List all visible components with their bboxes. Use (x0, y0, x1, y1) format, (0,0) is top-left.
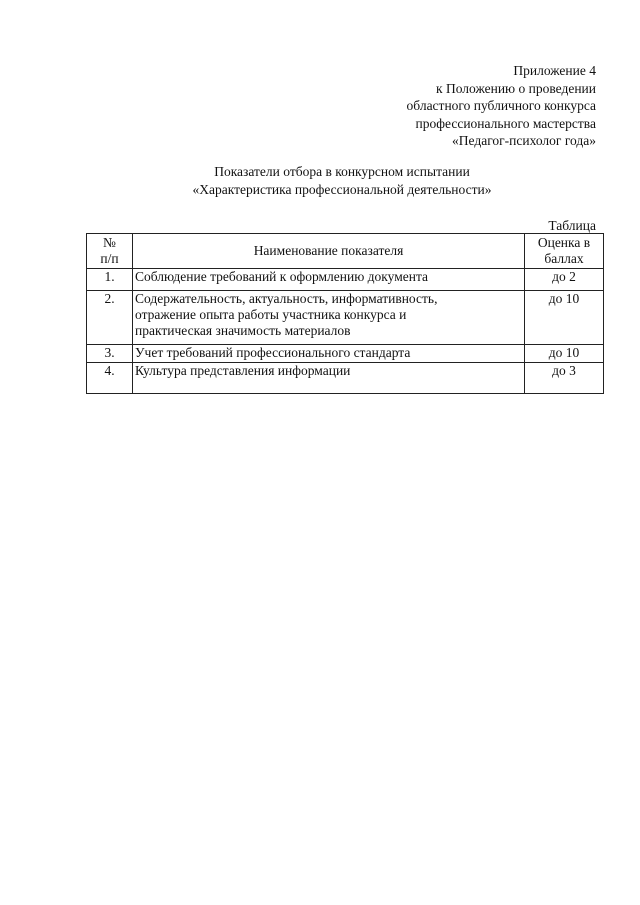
row-name (133, 345, 525, 363)
appendix-header (407, 62, 596, 150)
title-line-2: «Характеристика профессиональной деятельности» (192, 182, 492, 197)
table-header-row (87, 234, 604, 269)
row-name-line: Культура представления информации (135, 363, 351, 378)
header-number-line-2: п/п (100, 251, 119, 266)
row-name-line: Содержательность, актуальность, информативность, (135, 291, 438, 306)
row-name-line: отражение опыта работы участника конкурса и (135, 307, 407, 322)
document-title (0, 163, 640, 199)
appendix-line: профессионального мастерства (415, 115, 596, 131)
row-name-line: Учет требований профессионального стандарта (135, 345, 411, 360)
header-score (525, 234, 604, 269)
header-name: Наименование показателя (133, 234, 525, 269)
row-number: 4. (87, 363, 133, 394)
criteria-table (86, 233, 604, 394)
row-name (133, 291, 525, 345)
table-row (87, 291, 604, 345)
table-row (87, 345, 604, 363)
row-name (133, 363, 525, 394)
row-name-line: практическая значимость материалов (135, 323, 351, 338)
table-row (87, 269, 604, 291)
row-name-line: Соблюдение требований к оформлению документа (135, 269, 429, 284)
header-score-line-2: баллах (544, 251, 584, 266)
header-score-line-1: Оценка в (537, 235, 591, 250)
row-score: до 10 (525, 291, 604, 345)
row-score: до 3 (525, 363, 604, 394)
row-number: 1. (87, 269, 133, 291)
title-line-1: Показатели отбора в конкурсном испытании (214, 164, 470, 179)
appendix-line: к Положению о проведении (436, 80, 596, 96)
table-caption: Таблица (548, 218, 596, 233)
header-number (87, 234, 133, 269)
appendix-line: областного публичного конкурса (406, 98, 596, 113)
row-number: 2. (87, 291, 133, 345)
table-row (87, 363, 604, 394)
row-number: 3. (87, 345, 133, 363)
row-score: до 10 (525, 345, 604, 363)
row-name (133, 269, 525, 291)
appendix-line: Приложение 4 (513, 63, 596, 78)
row-score: до 2 (525, 269, 604, 291)
header-number-line-1: № (103, 235, 116, 250)
appendix-line: «Педагог-психолог года» (452, 133, 596, 148)
